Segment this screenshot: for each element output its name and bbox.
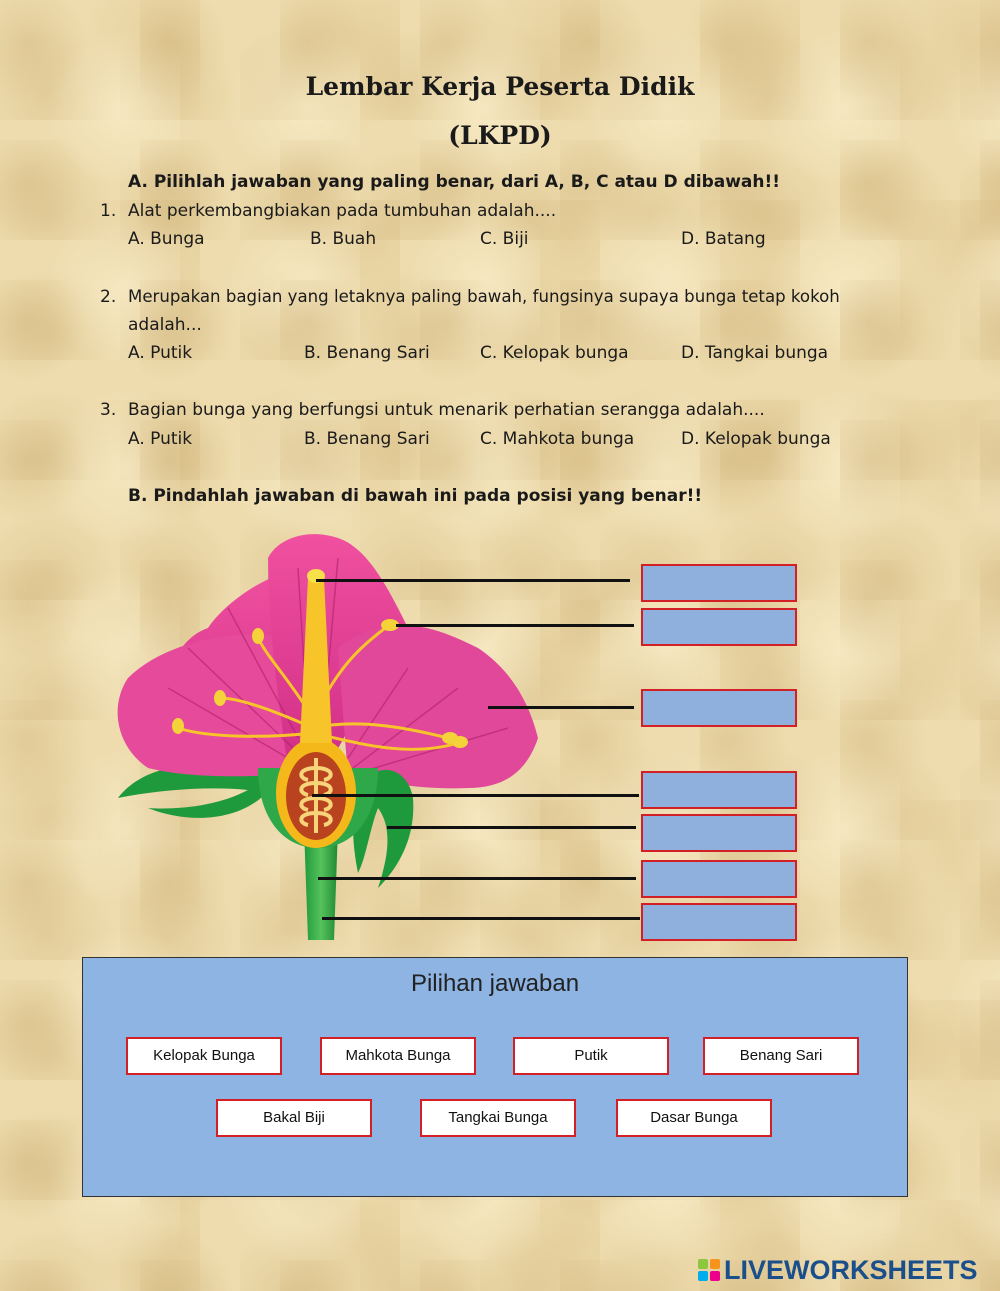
leader-line-5: [387, 826, 636, 829]
answer-chip-bakal-biji[interactable]: Bakal Biji: [216, 1099, 372, 1137]
answer-chip-benang-sari[interactable]: Benang Sari: [703, 1037, 859, 1075]
question-3-option-a: A. Putik: [128, 429, 193, 449]
answer-chip-putik[interactable]: Putik: [513, 1037, 669, 1075]
answer-chip-kelopak-bunga[interactable]: Kelopak Bunga: [126, 1037, 282, 1075]
question-2-option-c: C. Kelopak bunga: [480, 343, 629, 363]
drop-target-5[interactable]: [641, 814, 797, 852]
drop-target-3[interactable]: [641, 689, 797, 727]
answer-chip-dasar-bunga[interactable]: Dasar Bunga: [616, 1099, 772, 1137]
question-2-option-a: A. Putik: [128, 343, 193, 363]
question-3-option-c: C. Mahkota bunga: [480, 429, 635, 449]
worksheet-subtitle: (LKPD): [448, 121, 552, 150]
question-1-text: Alat perkembangbiakan pada tumbuhan adalah....: [128, 201, 557, 221]
drop-target-2[interactable]: [641, 608, 797, 646]
question-2-text: Merupakan bagian yang letaknya paling bawah, fungsinya supaya bunga tetap kokoh: [128, 287, 840, 306]
question-3-option-d: D. Kelopak bunga: [681, 429, 831, 449]
question-2-text-continued: adalah...: [128, 315, 202, 335]
left-petal-outer: [118, 634, 293, 776]
question-3-number: 3.: [100, 400, 117, 420]
leader-line-1: [316, 579, 630, 582]
leader-line-3: [488, 706, 634, 709]
drop-target-7[interactable]: [641, 903, 797, 941]
question-2-option-d: D. Tangkai bunga: [681, 343, 829, 363]
question-1-option-c: C. Biji: [480, 229, 529, 249]
question-2-number: 2.: [100, 287, 117, 307]
question-3-option-b: B. Benang Sari: [304, 429, 430, 449]
leader-line-4: [312, 794, 639, 797]
answer-choices-panel: [82, 957, 908, 1197]
answer-chip-tangkai-bunga[interactable]: Tangkai Bunga: [420, 1099, 576, 1137]
drop-target-1[interactable]: [641, 564, 797, 602]
drop-target-6[interactable]: [641, 860, 797, 898]
leader-line-6: [318, 877, 636, 880]
question-3-text: Bagian bunga yang berfungsi untuk menarik perhatian serangga adalah....: [128, 400, 765, 420]
question-1-option-d: D. Batang: [681, 229, 766, 249]
section-a-instruction: A. Pilihlah jawaban yang paling benar, dari A, B, C atau D dibawah!!: [128, 172, 781, 192]
question-1-option-a: A. Bunga: [128, 229, 205, 249]
worksheet-title: Lembar Kerja Peserta Didik: [305, 72, 695, 101]
answer-chip-mahkota-bunga[interactable]: Mahkota Bunga: [320, 1037, 476, 1075]
drop-target-4[interactable]: [641, 771, 797, 809]
question-1-option-b: B. Buah: [310, 229, 377, 249]
section-b-instruction: B. Pindahlah jawaban di bawah ini pada posisi yang benar!!: [128, 486, 703, 506]
leader-line-2: [396, 624, 634, 627]
leader-line-7: [322, 917, 640, 920]
question-1-number: 1.: [100, 201, 117, 221]
liveworksheets-icon: [698, 1259, 720, 1281]
question-2-option-b: B. Benang Sari: [304, 343, 430, 363]
brand-name: LIVEWORKSHEETS: [724, 1254, 978, 1285]
answer-panel-title: Pilihan jawaban: [410, 970, 580, 997]
liveworksheets-logo: [698, 1256, 978, 1284]
